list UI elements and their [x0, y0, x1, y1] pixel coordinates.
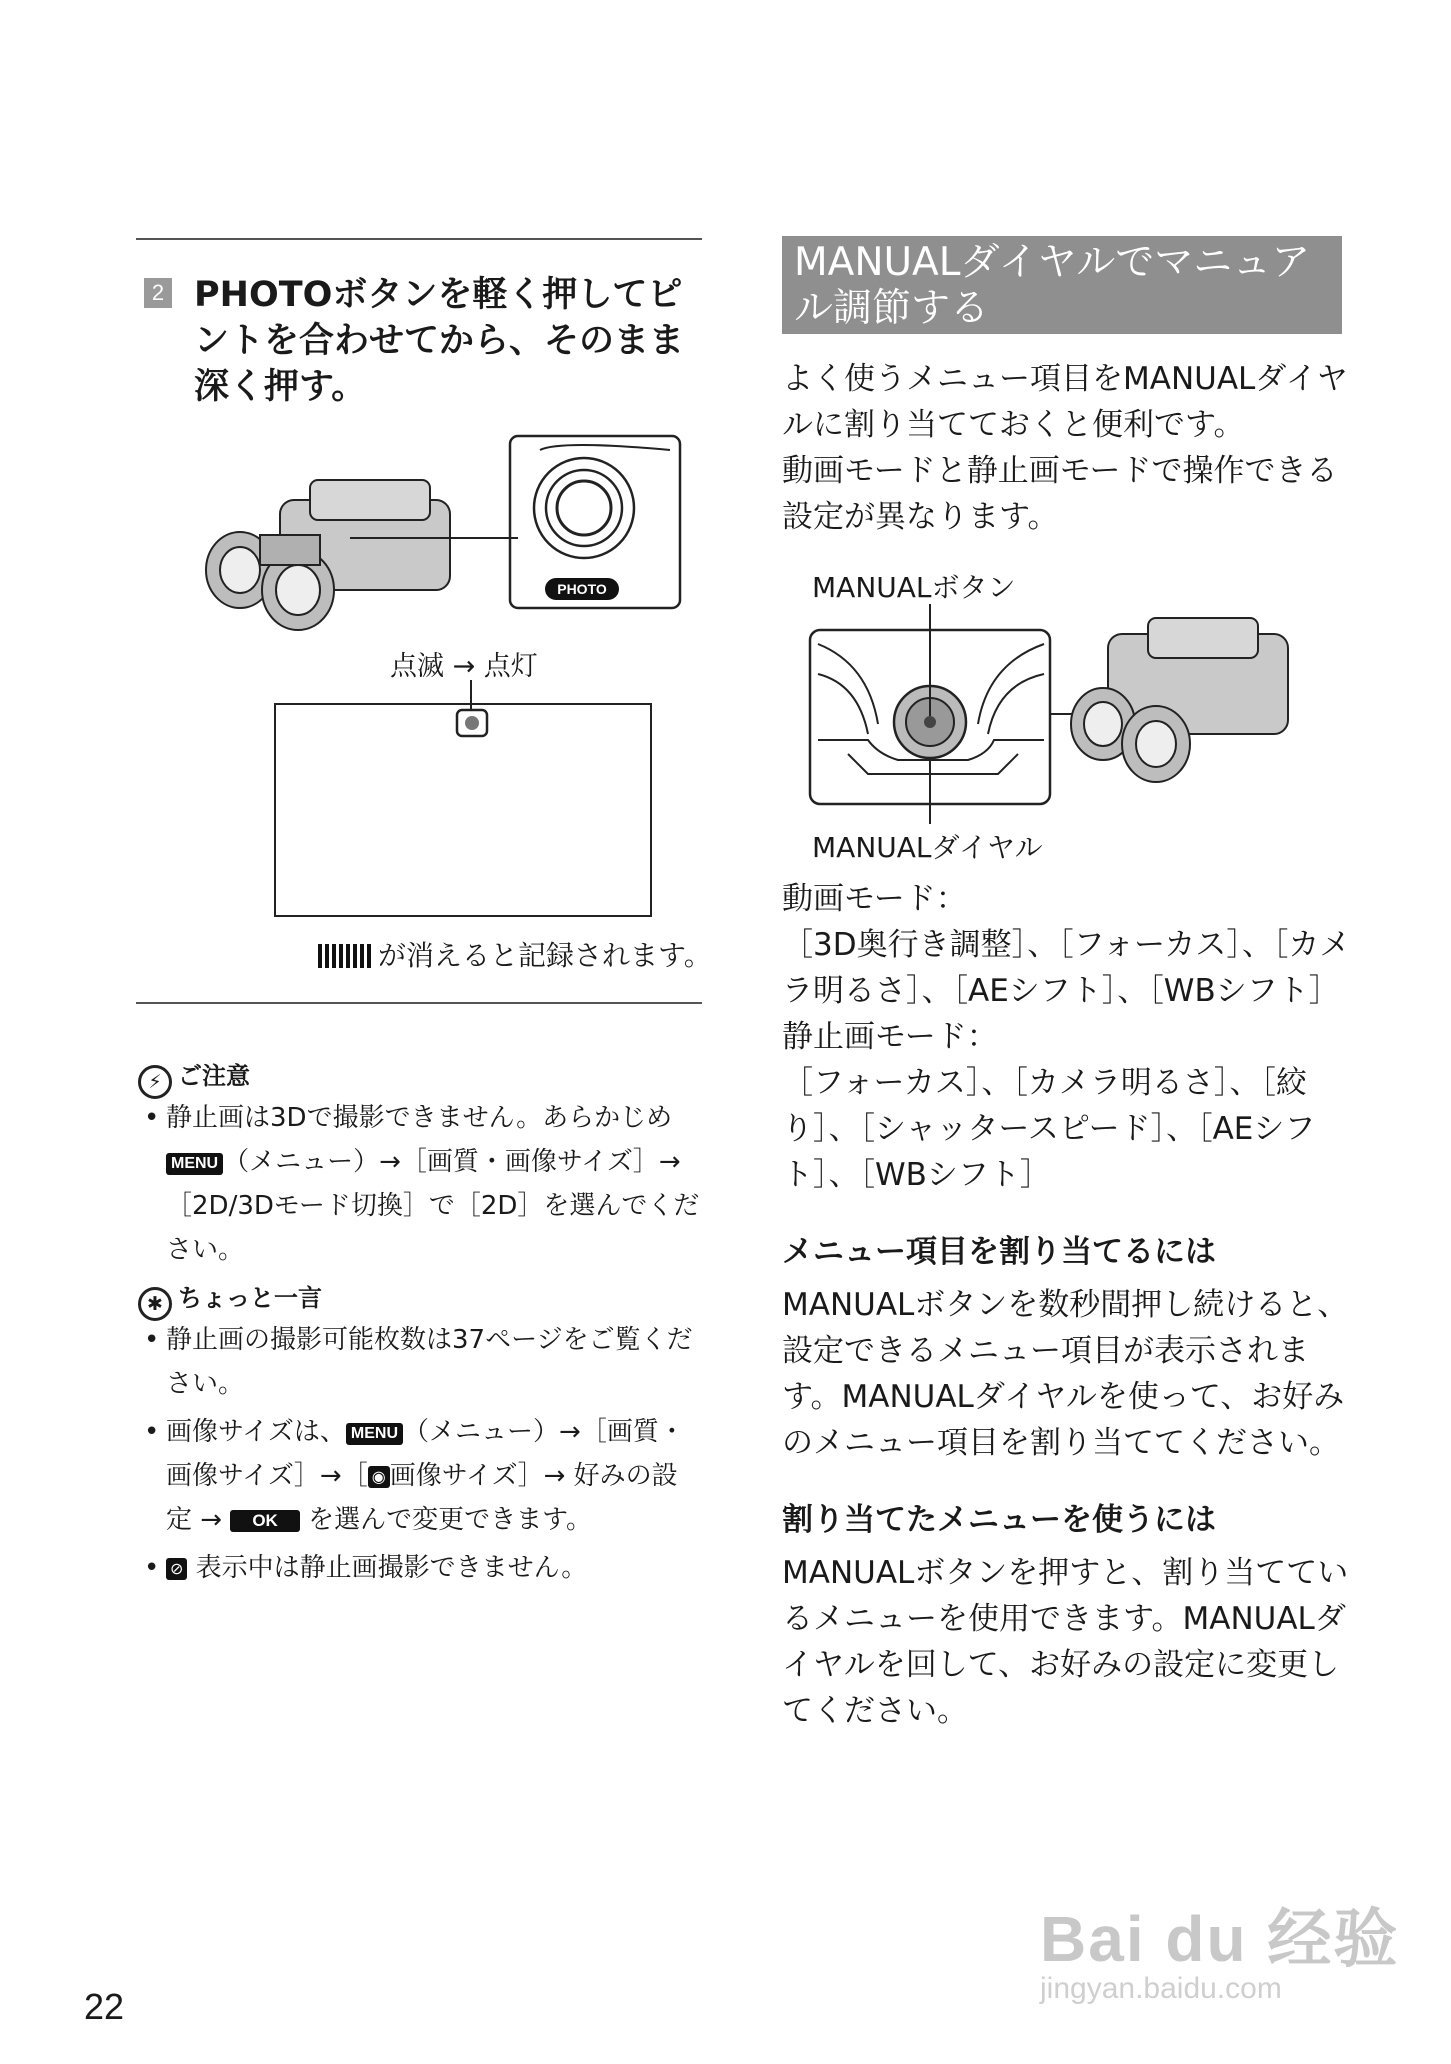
watermark-brand: Bai du 经验	[1040, 1903, 1400, 1975]
subsection-assign-title: メニュー項目を割り当てるには	[782, 1234, 1216, 1270]
caution-icon: ⚡	[138, 1065, 172, 1099]
record-note: が消えると記録されます。	[318, 934, 712, 974]
caution-heading: ⚡ ご注意	[138, 1056, 250, 1099]
manual-dial-label: MANUALダイヤル	[812, 831, 1043, 864]
blink-label: 点滅 → 点灯	[390, 651, 538, 682]
tips-heading: ✱ ちょっと一言	[138, 1278, 322, 1321]
list-item: • 画像サイズは、 MENU （メニュー）→［画質・画像サイズ］→［ ◉ 画像サイズ］→ 好みの設定 → OK を選んで変更できます。	[144, 1410, 700, 1542]
tips-list	[144, 1318, 700, 1594]
mid-rule-left	[136, 1002, 702, 1004]
step-text: PHOTOボタンを軽く押してピントを合わせてから、そのまま深く押す。	[194, 275, 685, 407]
section-title: MANUALダイヤルでマニュアル調節する	[782, 236, 1342, 334]
watermark-url: jingyan.baidu.com	[1040, 1972, 1282, 2005]
mode-settings: 動画モード： ［3D奥行き調整］、［フォーカス］、［カメラ明るさ］、［AEシフト］、［WBシフト］ 静止画モード： ［フォーカス］、［カメラ明るさ］、［絞り］、［シャッタースピード］、［AEシフト］、［WBシフト］	[782, 881, 1351, 1193]
step-2	[144, 272, 704, 410]
caution-list	[144, 1096, 700, 1276]
ok-icon: OK	[230, 1510, 300, 1532]
camera-icon: ◉	[368, 1466, 390, 1488]
top-rule-left	[136, 238, 702, 240]
list-item: • 静止画は3Dで撮影できません。あらかじめ MENU （メニュー）→［画質・画像サイズ］→［2D/3Dモード切換］で［2D］を選んでください。	[144, 1096, 700, 1272]
recording-bars-icon	[318, 944, 372, 968]
list-item: • ⊘ 表示中は静止画撮影できません。	[144, 1546, 700, 1590]
subsection-use-title: 割り当てたメニューを使うには	[782, 1502, 1216, 1538]
intro-text: よく使うメニュー項目をMANUALダイヤルに割り当てておくと便利です。 動画モードと静止画モードで操作できる設定が異なります。	[782, 361, 1348, 535]
subsection-use-body: MANUALボタンを押すと、割り当てているメニューを使用できます。MANUALダイヤルを回して、お好みの設定に変更してください。	[782, 1555, 1349, 1729]
no-still-shooting-icon: ⊘	[166, 1558, 187, 1580]
menu-icon: MENU	[346, 1423, 403, 1445]
step-number: 2	[144, 278, 172, 308]
photo-button-illustration	[200, 430, 690, 640]
list-item: • 静止画の撮影可能枚数は37ページをご覧ください。	[144, 1318, 700, 1406]
menu-icon: MENU	[166, 1153, 223, 1175]
manual-dial-illustration	[808, 604, 1328, 824]
tips-icon: ✱	[138, 1287, 172, 1321]
manual-button-label: MANUALボタン	[812, 571, 1016, 604]
recording-indicator-icon	[455, 708, 489, 738]
photo-button-label: PHOTO	[557, 581, 607, 597]
subsection-assign-body: MANUALボタンを数秒間押し続けると、設定できるメニュー項目が表示されます。MANUALダイヤルを使って、お好みのメニュー項目を割り当ててください。	[782, 1287, 1349, 1461]
page-number: 22	[84, 1986, 125, 2027]
